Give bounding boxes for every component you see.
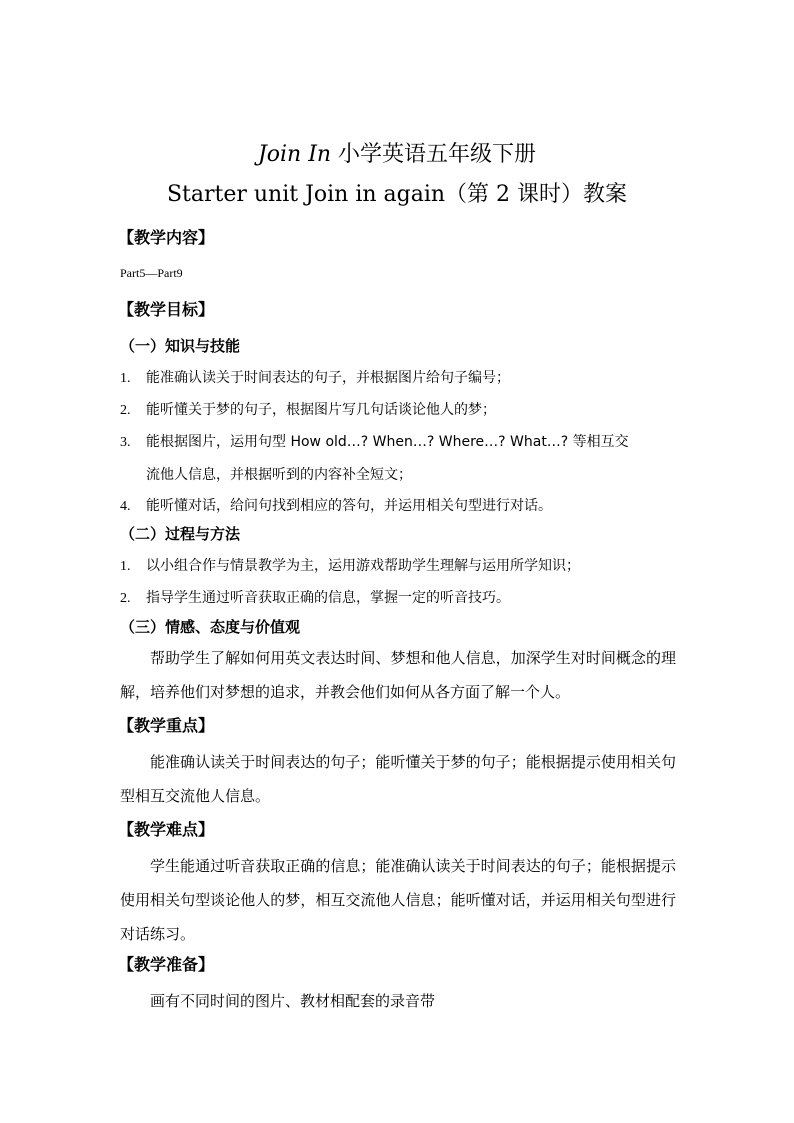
item-number: 2. [120,591,131,606]
difficulties-paragraph: 学生能通过听音获取正确的信息；能准确认读关于时间表达的句子；能根据提示使用相关句型谈论他人的梦，相互交流他人信息；能听懂对话，并运用相关句型进行对话练习。 [120,857,676,943]
title-english: Join In [257,142,332,167]
heading-content: 【教学内容】 [118,228,215,247]
heading-goals: 【教学目标】 [118,300,215,319]
key-points-paragraph: 能准确认读关于时间表达的句子；能听懂关于梦的句子；能根据提示使用相关句型相互交流他人信息。 [120,753,676,805]
content-range: Part5—Part9 [120,266,183,280]
item-text: 能准确认读关于时间表达的句子，并根据图片给句子编号； [146,370,510,386]
preparation-paragraph: 画有不同时间的图片、教材相配套的录音带 [150,992,436,1010]
item-text-continued: 流他人信息，并根据听到的内容补全短文； [146,467,412,483]
title-chinese: 小学英语五年级下册 [331,142,537,167]
item-number: 4. [120,499,131,514]
knowledge-item-1 [120,362,680,395]
item-text: 能根据图片，运用句型 How old…? When…? Where…? What…? 等相互交 [146,434,629,450]
knowledge-item-4 [120,490,680,523]
item-number: 3. [120,435,131,450]
document-subtitle: Starter unit Join in again（第 2 课时）教案 [166,182,628,207]
heading-knowledge: （一）知识与技能 [120,337,241,355]
process-item-2 [120,582,680,615]
heading-emotion: （三）情感、态度与价值观 [120,618,301,636]
item-number: 2. [120,403,131,418]
item-text: 能听懂关于梦的句子，根据图片写几句话谈论他人的梦； [146,402,496,418]
heading-difficulties: 【教学难点】 [118,820,215,839]
heading-preparation: 【教学准备】 [118,955,215,974]
item-number: 1. [120,371,131,386]
heading-key-points: 【教学重点】 [118,716,215,735]
item-text: 以小组合作与情景教学为主，运用游戏帮助学生理解与运用所学知识； [146,558,580,574]
knowledge-item-3 [120,426,680,491]
knowledge-item-2 [120,394,680,427]
process-item-1 [120,550,680,583]
emotion-paragraph: 帮助学生了解如何用英文表达时间、梦想和他人信息，加深学生对时间概念的理解，培养他们对梦想的追求，并教会他们如何从各方面了解一个人。 [120,649,676,701]
item-number: 1. [120,559,131,574]
heading-process: （二）过程与方法 [120,525,241,543]
document-title [0,140,794,170]
item-text: 指导学生通过听音获取正确的信息，掌握一定的听音技巧。 [146,590,510,606]
item-text: 能听懂对话，给问句找到相应的答句，并运用相关句型进行对话。 [146,498,552,514]
